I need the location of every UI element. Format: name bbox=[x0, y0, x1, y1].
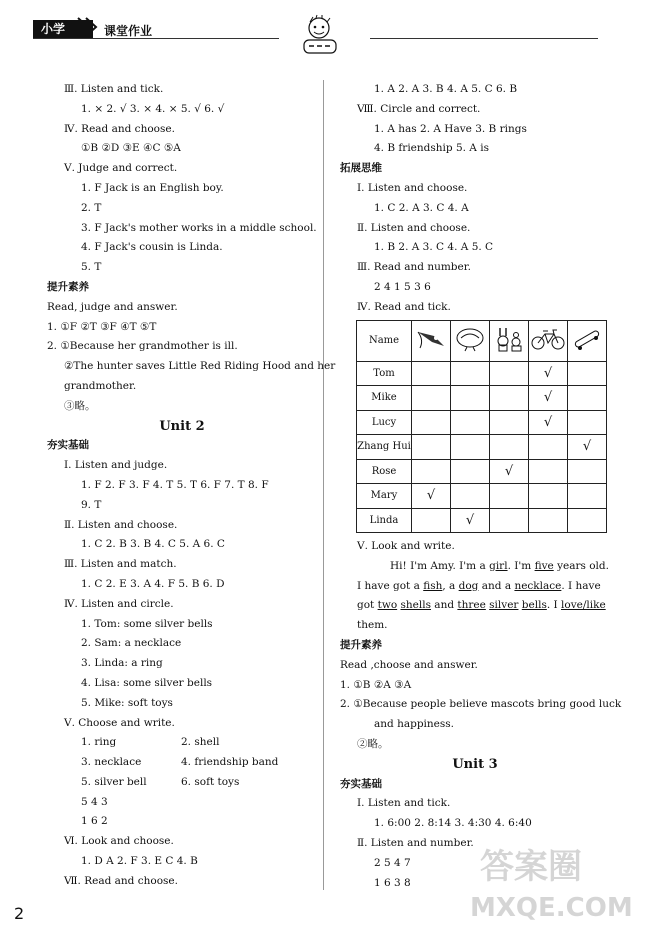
table-row bbox=[357, 484, 607, 509]
row-name: Lucy bbox=[357, 410, 412, 435]
grade-label: 小学 bbox=[33, 20, 93, 38]
answer-line: grandmother. bbox=[64, 379, 137, 392]
empty-cell bbox=[412, 459, 451, 484]
answer-cell: 5. silver bell bbox=[81, 775, 147, 788]
answer-line: 5 4 3 bbox=[81, 795, 108, 808]
empty-cell bbox=[568, 410, 607, 435]
row-name: Rose bbox=[357, 459, 412, 484]
answer-line: 1. C 2. A 3. C 4. A bbox=[374, 201, 469, 214]
answer-line: 1. ①B ②A ③A bbox=[340, 678, 412, 691]
empty-cell bbox=[568, 508, 607, 533]
answer-line: 2 5 4 7 bbox=[374, 856, 411, 869]
answer-line: 4. B friendship 5. A is bbox=[374, 142, 489, 155]
answer-cell: 1. ring bbox=[81, 736, 117, 749]
empty-cell bbox=[529, 459, 568, 484]
answer-line: 1. 6:00 2. 8:14 3. 4:30 4. 6:40 bbox=[374, 817, 532, 830]
instruction-line: Read, judge and answer. bbox=[47, 300, 178, 313]
answer-line: 1. C 2. E 3. A 4. F 5. B 6. D bbox=[81, 577, 225, 590]
section-heading: Ⅳ. Read and tick. bbox=[357, 300, 451, 313]
answer-line: 2 4 1 5 3 6 bbox=[374, 280, 431, 293]
section-heading: Ⅳ. Read and choose. bbox=[64, 122, 175, 135]
table-row bbox=[357, 508, 607, 533]
section-heading: Ⅱ. Listen and choose. bbox=[64, 518, 178, 531]
answer-line: ②The hunter saves Little Red Riding Hood and her bbox=[64, 360, 336, 373]
empty-cell bbox=[568, 386, 607, 411]
section-heading: Ⅶ. Read and choose. bbox=[64, 874, 178, 887]
row-name: Tom bbox=[357, 361, 412, 386]
empty-cell bbox=[412, 435, 451, 460]
answer-line: 9. T bbox=[81, 498, 102, 511]
watermark-logo bbox=[470, 838, 640, 923]
answer-pair-row bbox=[47, 773, 317, 793]
section-heading: Ⅱ. Listen and number. bbox=[357, 837, 474, 850]
answer-line: 1 6 2 bbox=[81, 815, 108, 828]
empty-cell bbox=[529, 508, 568, 533]
category-heading: 夯实基础 bbox=[47, 439, 89, 452]
tick-mark: √ bbox=[490, 459, 529, 484]
answer-pair-row bbox=[47, 733, 317, 753]
table-header-name: Name bbox=[357, 320, 412, 361]
section-heading: Ⅰ. Listen and tick. bbox=[357, 797, 451, 810]
empty-cell bbox=[568, 361, 607, 386]
answer-line: ③略。 bbox=[64, 399, 96, 412]
answer-line: 4. Lisa: some silver bells bbox=[81, 676, 213, 689]
row-name: Mike bbox=[357, 386, 412, 411]
answer-line: 3. Linda: a ring bbox=[81, 657, 163, 670]
section-heading: Ⅳ. Listen and circle. bbox=[64, 597, 174, 610]
answer-cell: 6. soft toys bbox=[181, 775, 240, 788]
empty-cell bbox=[568, 459, 607, 484]
answer-line: 1. ①F ②T ③F ④T ⑤T bbox=[47, 320, 157, 333]
write-line: them. bbox=[357, 619, 388, 632]
section-heading: Ⅲ. Listen and tick. bbox=[64, 83, 164, 95]
empty-cell bbox=[490, 386, 529, 411]
answer-line: 1. F 2. F 3. F 4. T 5. T 6. F 7. T 8. F bbox=[81, 478, 269, 491]
ball-icon bbox=[451, 320, 490, 361]
answer-line: 1. C 2. B 3. B 4. C 5. A 6. C bbox=[81, 538, 225, 551]
empty-cell bbox=[490, 508, 529, 533]
write-line: got two shells and three silver bells. I love/like bbox=[357, 599, 606, 612]
answer-line: 1. D A 2. F 3. E C 4. B bbox=[81, 855, 198, 868]
tick-mark: √ bbox=[568, 435, 607, 460]
tick-mark: √ bbox=[451, 508, 490, 533]
empty-cell bbox=[490, 435, 529, 460]
empty-cell bbox=[451, 435, 490, 460]
column-divider bbox=[323, 80, 324, 890]
tick-mark: √ bbox=[412, 484, 451, 509]
answer-line: ①B ②D ③E ④C ⑤A bbox=[81, 142, 181, 155]
answer-line: ②略。 bbox=[357, 738, 389, 751]
bike-icon bbox=[529, 320, 568, 361]
category-heading: 提升素养 bbox=[47, 280, 89, 293]
empty-cell bbox=[568, 484, 607, 509]
empty-cell bbox=[451, 459, 490, 484]
header-rule-right bbox=[370, 38, 598, 39]
page-number: 2 bbox=[14, 904, 25, 923]
table-row bbox=[357, 435, 607, 460]
row-name: Zhang Hui bbox=[357, 435, 412, 460]
empty-cell bbox=[412, 361, 451, 386]
section-heading: Ⅲ. Read and number. bbox=[357, 261, 471, 274]
answer-line: 1. B 2. A 3. C 4. A 5. C bbox=[374, 241, 494, 254]
tick-mark: √ bbox=[529, 361, 568, 386]
empty-cell bbox=[451, 361, 490, 386]
answer-line: 2. ①Because people believe mascots bring good luck bbox=[340, 698, 622, 711]
section-heading: Ⅰ. Listen and choose. bbox=[357, 181, 468, 194]
answer-line: 2. T bbox=[81, 201, 102, 214]
answer-line: 1. F Jack is an English boy. bbox=[81, 181, 224, 194]
chevron-icon bbox=[76, 16, 102, 38]
write-line: Hi! I'm Amy. I'm a girl. I'm five years old. bbox=[390, 559, 609, 572]
section-heading: Ⅰ. Listen and judge. bbox=[64, 459, 168, 472]
answer-cell: 3. necklace bbox=[81, 756, 142, 769]
empty-cell bbox=[451, 386, 490, 411]
section-heading: Ⅴ. Judge and correct. bbox=[64, 162, 178, 175]
answer-line: and happiness. bbox=[374, 718, 454, 731]
empty-cell bbox=[490, 361, 529, 386]
tick-table bbox=[356, 320, 607, 534]
answer-line: 1 6 3 8 bbox=[374, 876, 411, 889]
empty-cell bbox=[412, 508, 451, 533]
empty-cell bbox=[490, 484, 529, 509]
answer-cell: 4. friendship band bbox=[181, 756, 279, 769]
toys-icon bbox=[490, 320, 529, 361]
right-column bbox=[340, 80, 622, 893]
unit-title: Unit 2 bbox=[159, 418, 205, 434]
answer-line: 3. F Jack's mother works in a middle school. bbox=[81, 221, 317, 234]
empty-cell bbox=[490, 410, 529, 435]
section-heading: Ⅲ. Listen and match. bbox=[64, 558, 177, 571]
answer-cell: 2. shell bbox=[181, 736, 220, 749]
section-heading: Ⅴ. Look and write. bbox=[357, 540, 455, 553]
answer-line: 5. T bbox=[81, 261, 102, 274]
empty-cell bbox=[529, 435, 568, 460]
page-header bbox=[0, 14, 647, 54]
table-row bbox=[357, 459, 607, 484]
category-heading: 夯实基础 bbox=[340, 777, 382, 790]
section-heading: Ⅵ. Look and choose. bbox=[64, 835, 174, 848]
unit-title: Unit 3 bbox=[452, 756, 498, 772]
answer-line: 1. A has 2. A Have 3. B rings bbox=[374, 122, 527, 135]
category-heading: 拓展思维 bbox=[340, 162, 382, 175]
header-title: 课堂作业 bbox=[104, 24, 153, 38]
category-heading: 提升素养 bbox=[340, 639, 382, 652]
empty-cell bbox=[451, 410, 490, 435]
table-row bbox=[357, 361, 607, 386]
table-row bbox=[357, 386, 607, 411]
answer-line: 2. Sam: a necklace bbox=[81, 637, 182, 650]
watermark-text-2: MXQE.COM bbox=[470, 893, 633, 923]
answer-line: 1. A 2. A 3. B 4. A 5. C 6. B bbox=[374, 83, 518, 95]
section-heading: Ⅴ. Choose and write. bbox=[64, 716, 175, 729]
answer-line: 4. F Jack's cousin is Linda. bbox=[81, 241, 223, 254]
tick-mark: √ bbox=[529, 410, 568, 435]
header-rule-left bbox=[33, 38, 279, 39]
answer-line: 1. × 2. √ 3. × 4. × 5. √ 6. √ bbox=[81, 102, 225, 115]
write-line: I have got a fish, a dog and a necklace. I have bbox=[357, 579, 601, 592]
answer-line: 5. Mike: soft toys bbox=[81, 696, 173, 709]
answer-line: 1. Tom: some silver bells bbox=[81, 617, 213, 630]
row-name: Linda bbox=[357, 508, 412, 533]
empty-cell bbox=[412, 386, 451, 411]
instruction-line: Read ,choose and answer. bbox=[340, 658, 478, 671]
row-name: Mary bbox=[357, 484, 412, 509]
empty-cell bbox=[412, 410, 451, 435]
section-heading: Ⅷ. Circle and correct. bbox=[357, 102, 481, 115]
empty-cell bbox=[529, 484, 568, 509]
left-column bbox=[47, 80, 336, 892]
mascot-icon bbox=[298, 14, 342, 56]
kite-icon bbox=[412, 320, 451, 361]
skateboard-icon bbox=[568, 320, 607, 361]
answer-line: 2. ①Because her grandmother is ill. bbox=[47, 340, 238, 353]
table-row bbox=[357, 410, 607, 435]
empty-cell bbox=[451, 484, 490, 509]
answer-pair-row bbox=[47, 753, 317, 773]
tick-mark: √ bbox=[529, 386, 568, 411]
section-heading: Ⅱ. Listen and choose. bbox=[357, 221, 471, 234]
watermark-text-1: 答案圈 bbox=[480, 847, 582, 887]
